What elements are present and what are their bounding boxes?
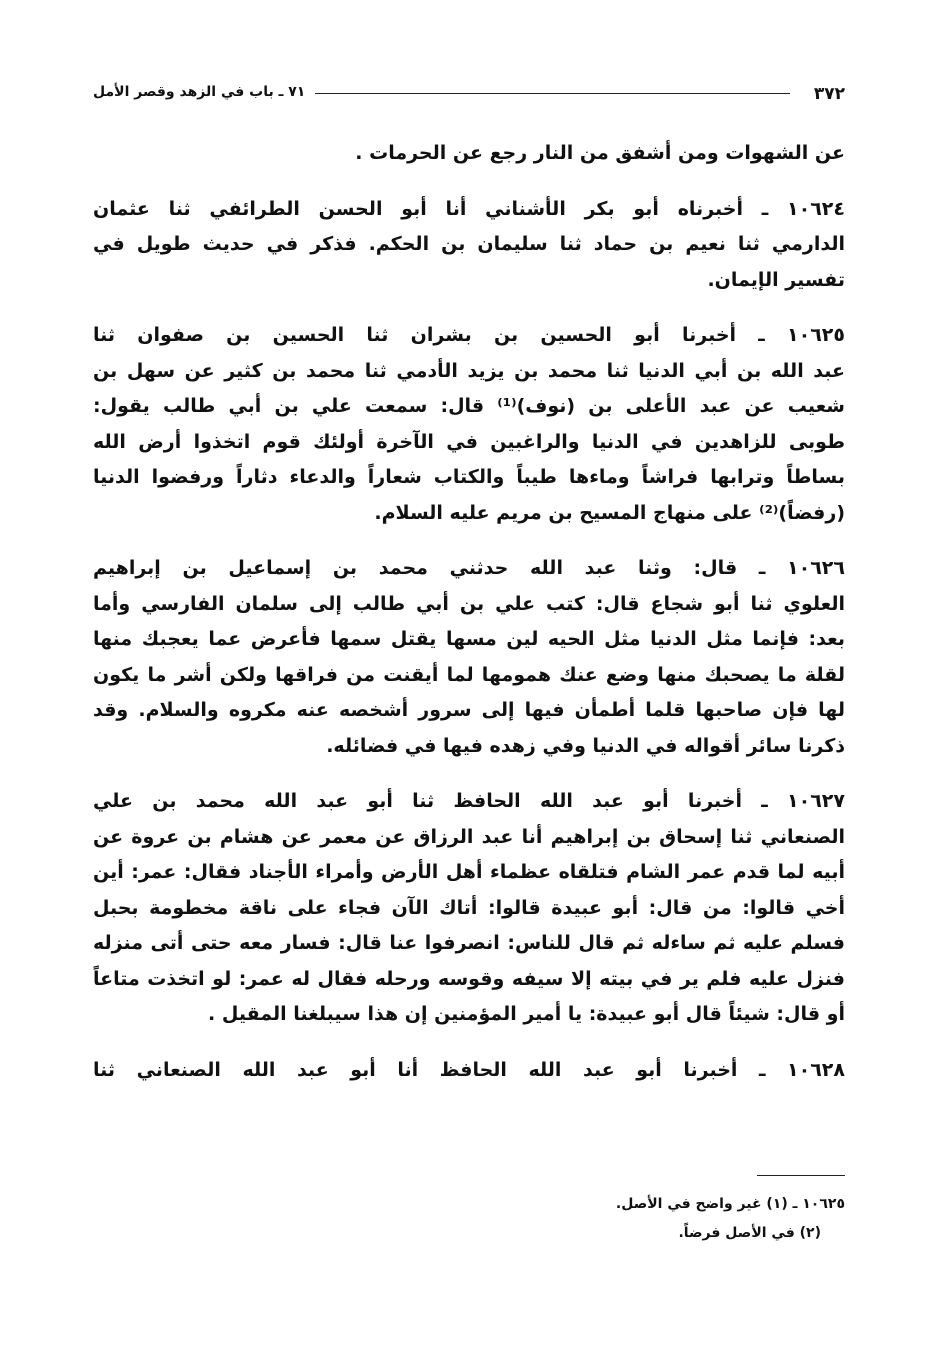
text-line: ١٠٦٢٧ ـ أخبرنا أبو عبد الله الحافظ ثنا أبو عبد الله محمد بن علي [93,790,845,812]
text-line: طوبى للزاهدين في الدنيا والراغبين في الآخرة أولئك قوم اتخذوا أرض الله [93,430,845,453]
footnote-rule [757,1175,845,1176]
text-line: بساطاً وترابها فراشاً وماءها طيباً والكتاب شعاراً والدعاء دثاراً ورفضوا الدنيا [93,466,845,488]
text-line: ١٠٦٢٤ ـ أخبرناه أبو بكر الأشناني أنا أبو الحسن الطرائفي ثنا عثمان [93,197,845,220]
text-line: ١٠٦٢٨ ـ أخبرنا أبو عبد الله الحافظ أنا أبو عبد الله الصنعاني ثنا [93,1058,845,1081]
text-line: فنزل عليه فلم ير في بيته إلا سيفه وقوسه ورحله فقال له عمر: لو اتخذت متاعاً [93,967,845,990]
text-line: العلوي ثنا أبو شجاع قال: كتب علي بن أبي طالب إلى سلمان الفارسي وأما [93,592,845,615]
text-line: الصنعاني ثنا إسحاق بن إبراهيم أنا عبد الرزاق عن معمر عن هشام بن عروة عن [93,825,845,848]
paragraph [93,551,845,764]
text-line: (رفضاً)⁽²⁾ على منهاج المسيح بن مريم عليه السلام. [374,501,845,524]
chapter-title: ٧١ ـ باب في الزهد وقصر الأمل [93,84,306,100]
page-body [93,136,845,1108]
text-line: عبد الله بن أبي الدنيا ثنا محمد بن يزيد الأدمي ثنا محمد بن كثير عن سهل بن [93,359,845,382]
paragraph [93,1053,845,1089]
text-line: أبيه لما قدم عمر الشام فتلقاه عظماء أهل الأرض وأمراء الأجناد فقال: عمر: أين [93,861,845,883]
page-number: ٣٧٢ [813,84,845,104]
text-line: لها فإن صاحبها قلما أطمأن فيها إلى سرور أشخصه عنه مكروه والسلام. وقد [93,699,845,721]
text-line: تفسير الإيمان. [707,268,845,291]
footnote-2: (٢) في الأصل فرضاً. [678,1225,821,1241]
text-line: ذكرنا سائر أقواله في الدنيا وفي زهده فيها في فضائله. [326,734,845,757]
text-line: عن الشهوات ومن أشفق من النار رجع عن الحرمات . [355,142,845,164]
text-line: لقلة ما يصحبك منها وضع عنك همومها لما أيقنت من فراقها ولكن أشر ما يكون [93,663,845,686]
text-line: الدارمي ثنا نعيم بن حماد ثنا سليمان بن الحكم. فذكر في حديث طويل في [93,233,845,255]
paragraph [93,784,845,1033]
text-line: بعد: فإنما مثل الدنيا مثل الحيه لين مسها يقتل سمها فأعرض عما يعجبك منها [93,628,845,650]
text-line: فسلم عليه ثم ساءله ثم قال للناس: انصرفوا عنا قال: فسار معه حتى أتى منزله [93,932,845,954]
text-line: أو قال: شيئاً قال أبو عبيدة: يا أمير المؤمنين إن هذا سيبلغنا المقيل . [208,1003,845,1025]
text-line: أخي قالوا: من قال: أبو عبيدة قالوا: أتاك الآن فجاء على ناقة مخطومة بحبل [93,896,845,919]
text-line: ١٠٦٢٦ ـ قال: وثنا عبد الله حدثني محمد بن إسماعيل بن إبراهيم [93,557,845,579]
text-line: شعيب عن عبد الأعلى بن (نوف)⁽¹⁾ قال: سمعت علي بن أبي طالب يقول: [93,395,845,417]
paragraph [93,192,845,299]
header-rule [315,93,790,94]
text-line: ١٠٦٢٥ ـ أخبرنا أبو الحسين بن بشران ثنا الحسين بن صفوان ثنا [93,324,845,346]
running-header [93,84,845,114]
paragraph [93,318,845,531]
paragraph [93,136,845,172]
footnote-1: ١٠٦٢٥ ـ (١) غير واضح في الأصل. [615,1196,845,1212]
